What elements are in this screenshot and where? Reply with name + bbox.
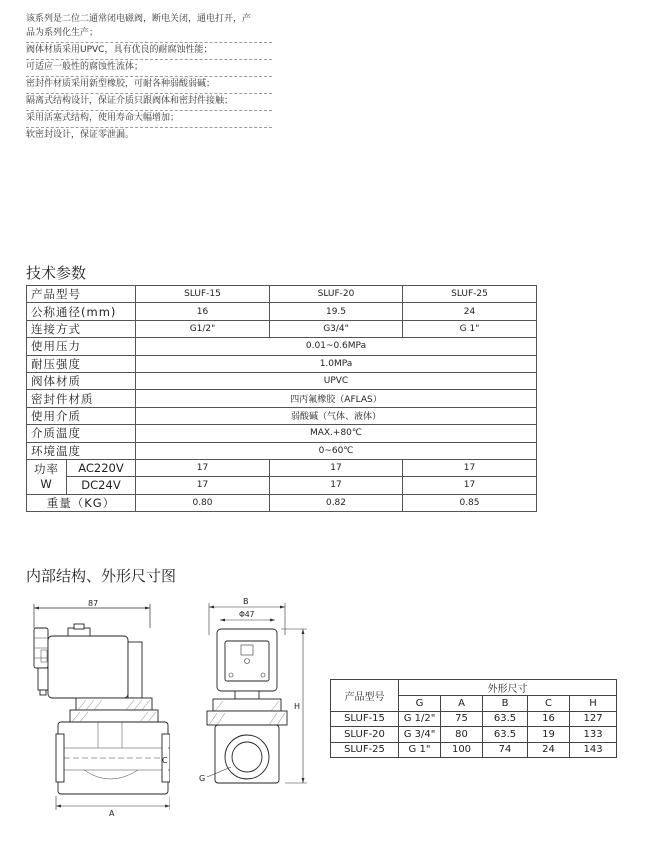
dim-g-label: G xyxy=(199,774,206,783)
table-row xyxy=(27,459,537,476)
feature-item: 隔离式结构设计，保证介质只跟阀体和密封件接触； xyxy=(26,94,272,111)
withstand-label: 耐压强度 xyxy=(27,355,136,372)
body-label: 阀体材质 xyxy=(27,372,136,389)
dim-c: 24 xyxy=(528,742,570,758)
dim-g: G 1/2" xyxy=(399,711,441,727)
power-ac-value: 17 xyxy=(136,459,270,476)
dim-h: 143 xyxy=(570,742,617,758)
table-row xyxy=(27,442,537,459)
dim-col-header: G xyxy=(399,696,441,712)
bore-value: 16 xyxy=(136,303,270,320)
drawing-title: 内部结构、外形尺寸图 xyxy=(26,567,177,585)
dim-col-header: B xyxy=(483,696,528,712)
pressure-value: 0.01~0.6MPa xyxy=(136,338,537,355)
feature-item: 阀体材质采用UPVC，具有优良的耐腐蚀性能； xyxy=(26,43,272,60)
dim-c: 16 xyxy=(528,711,570,727)
dim-b: 63.5 xyxy=(483,727,528,743)
withstand-value: 1.0MPa xyxy=(136,355,537,372)
dim-model-header: 产品型号 xyxy=(331,680,399,712)
bore-label: 公称通径(mm) xyxy=(27,303,136,320)
dim-model: SLUF-15 xyxy=(331,711,399,727)
dim-model: SLUF-20 xyxy=(331,727,399,743)
model-name: SLUF-15 xyxy=(136,286,270,303)
table-row xyxy=(27,338,537,355)
model-label: 产品型号 xyxy=(27,286,136,303)
body-value: UPVC xyxy=(136,372,537,389)
feature-item: 品为系列化生产； xyxy=(26,26,272,43)
table-row xyxy=(331,680,617,696)
dim-col-header: C xyxy=(528,696,570,712)
table-row xyxy=(27,355,537,372)
dim-h: 133 xyxy=(570,727,617,743)
feature-item: 可适应一般性的腐蚀性流体； xyxy=(26,60,272,77)
dim-c-label: C xyxy=(162,756,168,765)
power-label-top: 功率 xyxy=(34,461,59,476)
table-row xyxy=(27,390,537,407)
weight-label: 重量（KG） xyxy=(27,494,136,511)
seal-value: 四丙氟橡胶（AFLAS） xyxy=(136,390,537,407)
table-row xyxy=(27,286,537,303)
dim-group-header: 外形尺寸 xyxy=(399,680,617,696)
feature-item: 采用活塞式结构，使用寿命大幅增加； xyxy=(26,111,272,128)
side-view-drawing xyxy=(20,598,170,820)
ambient-temp-value: 0~60℃ xyxy=(136,442,537,459)
power-dc-label: DC24V xyxy=(67,477,136,494)
dim-a-label: A xyxy=(109,809,115,818)
model-name: SLUF-20 xyxy=(270,286,403,303)
connection-value: G 1" xyxy=(403,320,537,337)
power-ac-label: AC220V xyxy=(67,459,136,476)
table-row xyxy=(331,711,617,727)
table-row xyxy=(27,320,537,337)
medium-temp-label: 介质温度 xyxy=(27,425,136,442)
dim-87-label: 87 xyxy=(88,599,99,608)
model-name: SLUF-25 xyxy=(403,286,537,303)
front-view-drawing xyxy=(195,595,315,795)
dim-g: G 1" xyxy=(399,742,441,758)
dim-col-header: H xyxy=(570,696,617,712)
weight-value: 0.80 xyxy=(136,494,270,511)
spec-title: 技术参数 xyxy=(26,264,87,282)
table-row xyxy=(27,494,537,511)
table-row xyxy=(331,727,617,743)
power-dc-value: 17 xyxy=(136,477,270,494)
dim-b: 74 xyxy=(483,742,528,758)
table-row xyxy=(27,303,537,320)
medium-label: 使用介质 xyxy=(27,407,136,424)
dim-h-label: H xyxy=(294,702,301,711)
weight-value: 0.82 xyxy=(270,494,403,511)
pressure-label: 使用压力 xyxy=(27,338,136,355)
bore-value: 19.5 xyxy=(270,303,403,320)
bore-value: 24 xyxy=(403,303,537,320)
feature-item: 密封件材质采用新型橡胶，可耐各种弱酸弱碱； xyxy=(26,77,272,94)
dim-a: 80 xyxy=(441,727,483,743)
spec-table xyxy=(26,285,537,512)
feature-list xyxy=(26,12,272,144)
ambient-temp-label: 环境温度 xyxy=(27,442,136,459)
feature-item: 该系列是二位二通常闭电磁阀，断电关闭，通电打开，产 xyxy=(26,14,252,24)
medium-value: 弱酸碱（气体、液体） xyxy=(136,407,537,424)
power-label-bottom: W xyxy=(40,476,53,491)
power-dc-value: 17 xyxy=(270,477,403,494)
power-dc-value: 17 xyxy=(403,477,537,494)
power-ac-value: 17 xyxy=(270,459,403,476)
weight-value: 0.85 xyxy=(403,494,537,511)
dim-col-header: A xyxy=(441,696,483,712)
power-ac-value: 17 xyxy=(403,459,537,476)
dim-b: 63.5 xyxy=(483,711,528,727)
dim-h: 127 xyxy=(570,711,617,727)
connection-value: G3/4" xyxy=(270,320,403,337)
seal-label: 密封件材质 xyxy=(27,390,136,407)
dim-g: G 3/4" xyxy=(399,727,441,743)
table-row xyxy=(27,477,537,494)
power-label xyxy=(27,459,67,494)
dim-a: 75 xyxy=(441,711,483,727)
table-row xyxy=(331,742,617,758)
table-row xyxy=(27,425,537,442)
connection-label: 连接方式 xyxy=(27,320,136,337)
dim-a: 100 xyxy=(441,742,483,758)
table-row xyxy=(27,407,537,424)
feature-item: 软密封设计，保证零泄漏。 xyxy=(26,130,135,140)
dim-model: SLUF-25 xyxy=(331,742,399,758)
dim-c: 19 xyxy=(528,727,570,743)
dimension-table xyxy=(330,679,617,758)
connection-value: G1/2" xyxy=(136,320,270,337)
table-row xyxy=(27,372,537,389)
medium-temp-value: MAX.+80℃ xyxy=(136,425,537,442)
dim-b-label: B xyxy=(243,597,249,606)
dim-phi47-label: Φ47 xyxy=(239,610,255,619)
